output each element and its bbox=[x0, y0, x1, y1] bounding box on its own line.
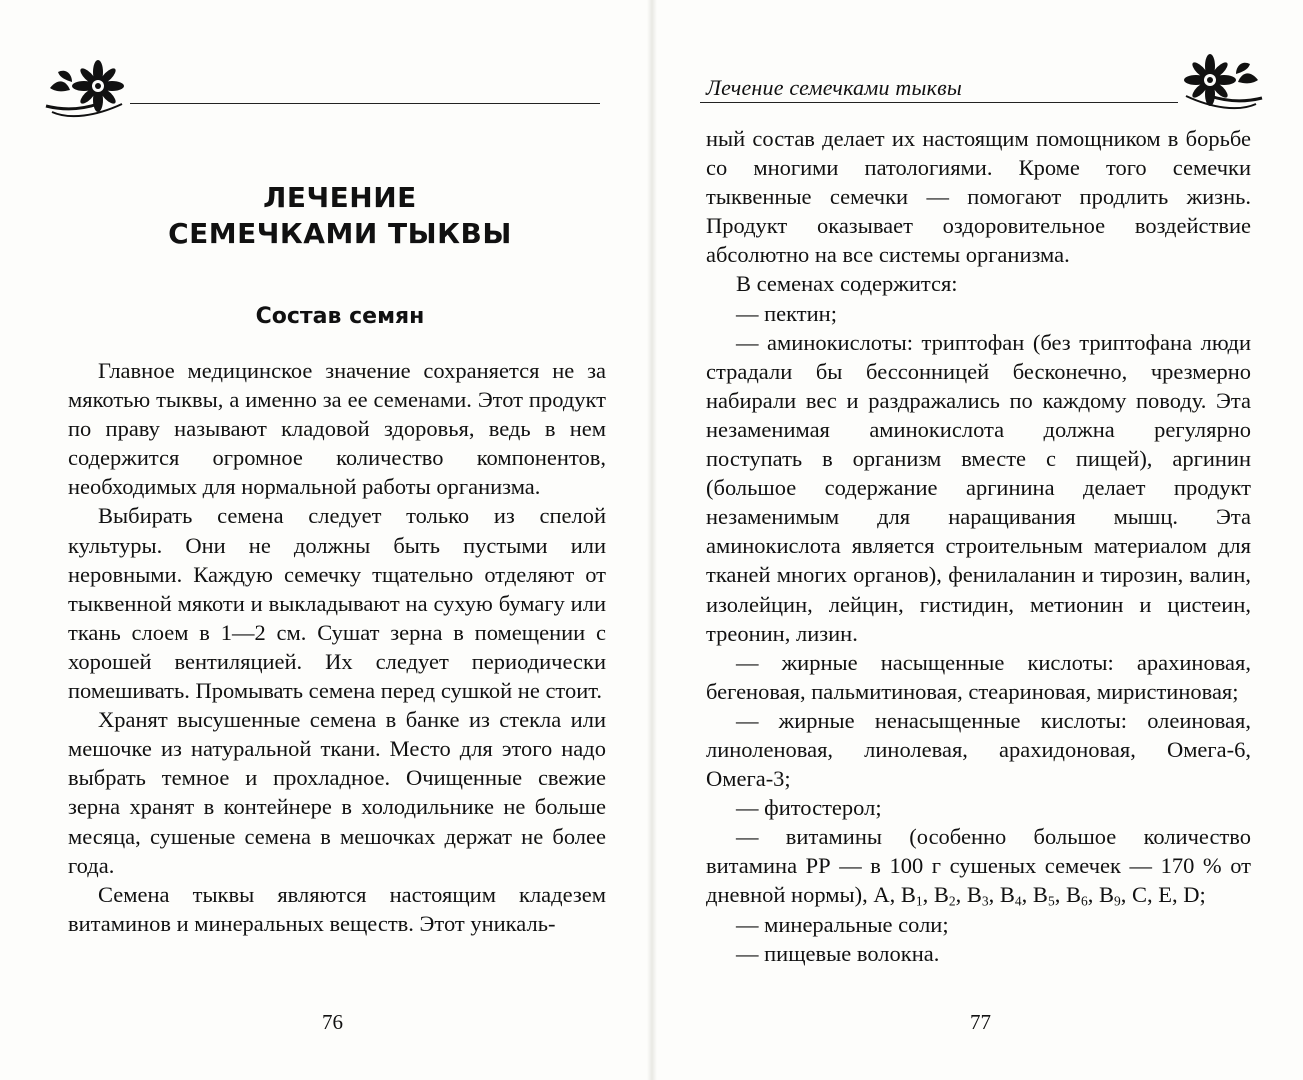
vitamins-text: — витамины (особенно большое количество витамина РР — в 100 г сушеных семечек — 170 % от дневной нормы), А, bbox=[706, 824, 1251, 908]
section-title: Состав семян bbox=[255, 304, 425, 329]
list-item-vitamins: — витамины (особенно большое количество витамина РР — в 100 г сушеных семечек — 170 % от дневной нормы), А, $B_1$, $B_2$, $B_3$, $B_4$, $B_5$, $B_6$, $B_9$, C, E, D; bbox=[706, 824, 1251, 909]
chapter-title-line1: ЛЕЧЕНИЕ bbox=[263, 181, 417, 214]
list-item: — аминокислоты: триптофан (без триптофана люди страдали бы бессонницей бесконечно, чрезмерно набирали вес и раздражались по каждому поводу. Эта незаменимая аминокислота должна регулярно поступать в организм вместе с пищей), аргинин (большое содержание аргинина делает продукт незаменимым для наращивания мышц. Эта аминокислота является строительным материалом для тканей многих органов), фенилаланин и тирозин, валин, изолейцин, лейцин, гистидин, метионин и цистеин, треонин, лизин. bbox=[706, 329, 1251, 646]
paragraph: В семенах содержится: bbox=[736, 271, 958, 297]
list-item: — фитостерол; bbox=[736, 795, 882, 821]
paragraph: Семена тыквы являются настоящим кладезем витаминов и минеральных веществ. Этот уникаль- bbox=[68, 881, 606, 936]
left-page bbox=[0, 0, 651, 1080]
list-item: — жирные насыщенные кислоты: арахиновая, бегеновая, пальмитиновая, стеариновая, миристиновая; bbox=[706, 649, 1251, 704]
list-item: — пищевые волокна. bbox=[736, 940, 940, 966]
flower-sprig-icon bbox=[1180, 50, 1268, 120]
paragraph: Хранят высушенные семена в банке из стекла или мешочке из натуральной ткани. Место для этого надо выбрать темное и прохладное. Очищенные свежие зерна хранят в контейнере в холодильнике не больше месяца, сушеные семена в мешочках держат не более года. bbox=[68, 707, 606, 878]
header-rule bbox=[700, 102, 1178, 103]
right-body-text bbox=[706, 124, 1251, 968]
list-item: — жирные ненасыщенные кислоты: олеиновая, линоленовая, линолевая, арахидоновая, Омега-6, Омега-3; bbox=[706, 707, 1251, 792]
left-body-text bbox=[68, 356, 606, 938]
paragraph-continuation: ный состав делает их настоящим помощником в борьбе со многими патологиями. Кроме того семечки тыквенные семечки — помогают продлить жизнь. Продукт оказывает оздоровительное воздействие абсолютно на все системы организма. bbox=[706, 126, 1251, 268]
flower-sprig-icon bbox=[40, 58, 128, 128]
list-item: — пектин; bbox=[736, 300, 837, 326]
list-item: — минеральные соли; bbox=[736, 911, 949, 937]
page-number: 77 bbox=[970, 1010, 991, 1034]
paragraph: Выбирать семена следует только из спелой культуры. Они не должны быть пустыми или неровными. Каждую семечку тщательно отделяют от тыквенной мякоти и выкладывают на сухую бумагу или ткань слоем в 1—2 см. Сушат зерна в помещении с хорошей вентиляцией. Их следует периодически помешивать. Промывать семена перед сушкой не стоит. bbox=[68, 503, 606, 704]
running-head: Лечение семечками тыквы bbox=[706, 75, 962, 100]
right-page bbox=[652, 0, 1303, 1080]
paragraph: Главное медицинское значение сохраняется не за мякотью тыквы, а именно за ее семенами. Этот продукт по праву называют кладовой здоровья, ведь в нем содержится огромное количество компонентов, необходимых для нормальной работы организма. bbox=[68, 358, 606, 500]
page-number: 76 bbox=[322, 1010, 343, 1034]
chapter-title bbox=[70, 180, 610, 252]
chapter-title-line2: СЕМЕЧКАМИ ТЫКВЫ bbox=[168, 217, 512, 250]
header-rule bbox=[130, 103, 600, 104]
vitamins-tail: C, E, D; bbox=[1131, 882, 1206, 908]
